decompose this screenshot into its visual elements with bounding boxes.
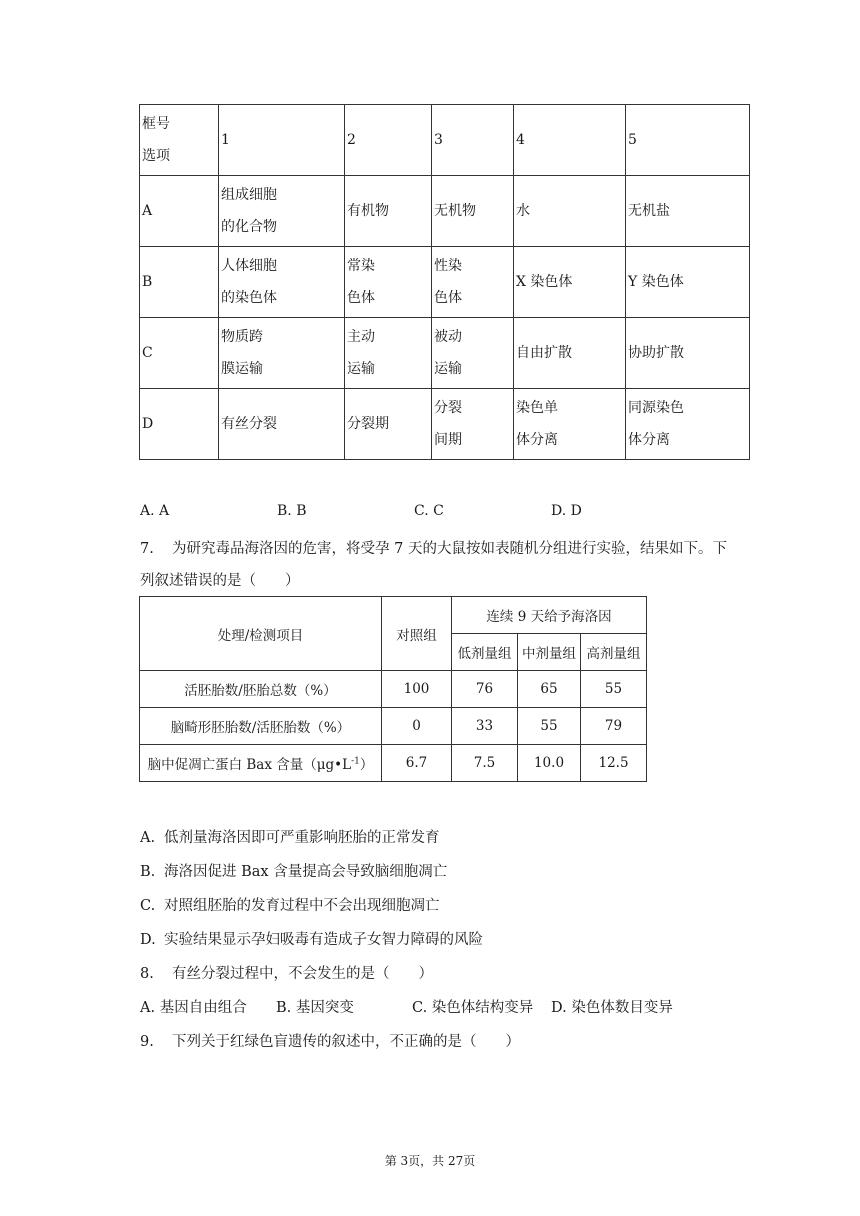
q7-number: 7. [140,541,154,557]
cell-value: 6.7 [382,745,452,782]
option-label: D. [140,932,156,948]
col-item-header: 处理/检测项目 [140,597,382,671]
cell-value: 55 [581,671,647,708]
q9-stem [140,1030,520,1051]
q7-option-c [140,894,440,915]
table-header-row [140,105,750,176]
option-text: 低剂量海洛因即可严重影响胚胎的正常发育 [164,830,440,846]
table-cell: 有丝分裂 [219,389,345,460]
heroin-experiment-table [139,596,647,782]
cell-value: 65 [518,671,581,708]
page-footer: 第 3页，共 27页 [384,1154,476,1168]
table-cell: 组成细胞 的化合物 [219,176,345,247]
cell-value: 76 [452,671,518,708]
table-cell: 物质跨 膜运输 [219,318,345,389]
option-label: B. [140,864,156,880]
table-cell: 自由扩散 [514,318,626,389]
header-cell: 5 [626,105,750,176]
row-item: 活胚胎数/胚胎总数（%） [140,671,382,708]
cell-value: 7.5 [452,745,518,782]
q7-option-d [140,928,483,949]
table-cell: X 染色体 [514,247,626,318]
table-row [140,389,750,460]
row-item-end: ） [359,757,374,773]
table-cell: 染色单 体分离 [514,389,626,460]
option-text: 实验结果显示孕妇吸毒有造成子女智力障碍的风险 [164,932,483,948]
table-cell: 无机物 [432,176,514,247]
cell-value: 33 [452,708,518,745]
q7-stem-line1 [140,537,727,558]
table-row [140,176,750,247]
table-cell: A [140,176,219,247]
row-item [140,745,382,782]
table-cell: 性染 色体 [432,247,514,318]
q8-option-b: B. 基因突变 [276,1000,354,1016]
row-item: 脑畸形胚胎数/活胚胎数（%） [140,708,382,745]
table-cell: 分裂 间期 [432,389,514,460]
table-cell: 协助扩散 [626,318,750,389]
q8-option-a: A. 基因自由组合 [140,1000,247,1016]
cell-value: 79 [581,708,647,745]
table-cell: 有机物 [345,176,432,247]
row-item-text: 脑中促凋亡蛋白 Bax 含量（μg•L [147,757,352,773]
q7-option-b [140,860,447,881]
table-row [140,318,750,389]
cell-value: 10.0 [518,745,581,782]
table-cell: 同源染色 体分离 [626,389,750,460]
option-a: A. A [140,503,170,519]
option-c: C. C [414,503,444,519]
option-d: D. D [551,503,582,519]
q9-number: 9. [140,1034,154,1050]
table-cell: C [140,318,219,389]
q8-text: 有丝分裂过程中，不会发生的是（ ） [172,966,433,982]
table-cell: 分裂期 [345,389,432,460]
table-row [140,745,647,782]
header-cell: 4 [514,105,626,176]
sub-col-high: 高剂量组 [581,634,647,671]
q7-stem-line2: 列叙述错误的是（ ） [140,573,300,589]
option-text: 对照组胚胎的发育过程中不会出现细胞凋亡 [164,898,440,914]
cell-value: 0 [382,708,452,745]
q7-text-line1: 为研究毒品海洛因的危害，将受孕 7 天的大鼠按如表随机分组进行实验，结果如下。下 [172,541,727,557]
table-cell: D [140,389,219,460]
classification-table [139,104,750,460]
sub-col-low: 低剂量组 [452,634,518,671]
cell-value: 100 [382,671,452,708]
header-cell: 3 [432,105,514,176]
q8-option-c: C. 染色体结构变异 [412,1000,534,1016]
col-group-header: 连续 9 天给予海洛因 [452,597,647,634]
header-cell: 框号 选项 [140,105,219,176]
table-cell: B [140,247,219,318]
table-cell: 被动 运输 [432,318,514,389]
q8-number: 8. [140,966,154,982]
cell-value: 12.5 [581,745,647,782]
option-label: C. [140,898,156,914]
option-b: B. B [277,503,307,519]
table-row [140,247,750,318]
header-cell: 1 [219,105,345,176]
table-cell: 主动 运输 [345,318,432,389]
table-cell: 水 [514,176,626,247]
option-text: 海洛因促进 Bax 含量提高会导致脑细胞凋亡 [164,864,448,880]
table-row [140,671,647,708]
table-cell: 常染 色体 [345,247,432,318]
table-cell: 人体细胞 的染色体 [219,247,345,318]
q7-option-a [140,826,440,847]
header-cell: 2 [345,105,432,176]
q9-text: 下列关于红绿色盲遗传的叙述中，不正确的是（ ） [172,1034,520,1050]
q8-stem [140,962,433,983]
table-cell: 无机盐 [626,176,750,247]
sub-col-mid: 中剂量组 [518,634,581,671]
q8-option-d: D. 染色体数目变异 [551,1000,673,1016]
row-item-sup: -1 [351,756,360,767]
col-control-header: 对照组 [382,597,452,671]
option-label: A. [140,830,156,846]
table-row [140,708,647,745]
cell-value: 55 [518,708,581,745]
table-cell: Y 染色体 [626,247,750,318]
